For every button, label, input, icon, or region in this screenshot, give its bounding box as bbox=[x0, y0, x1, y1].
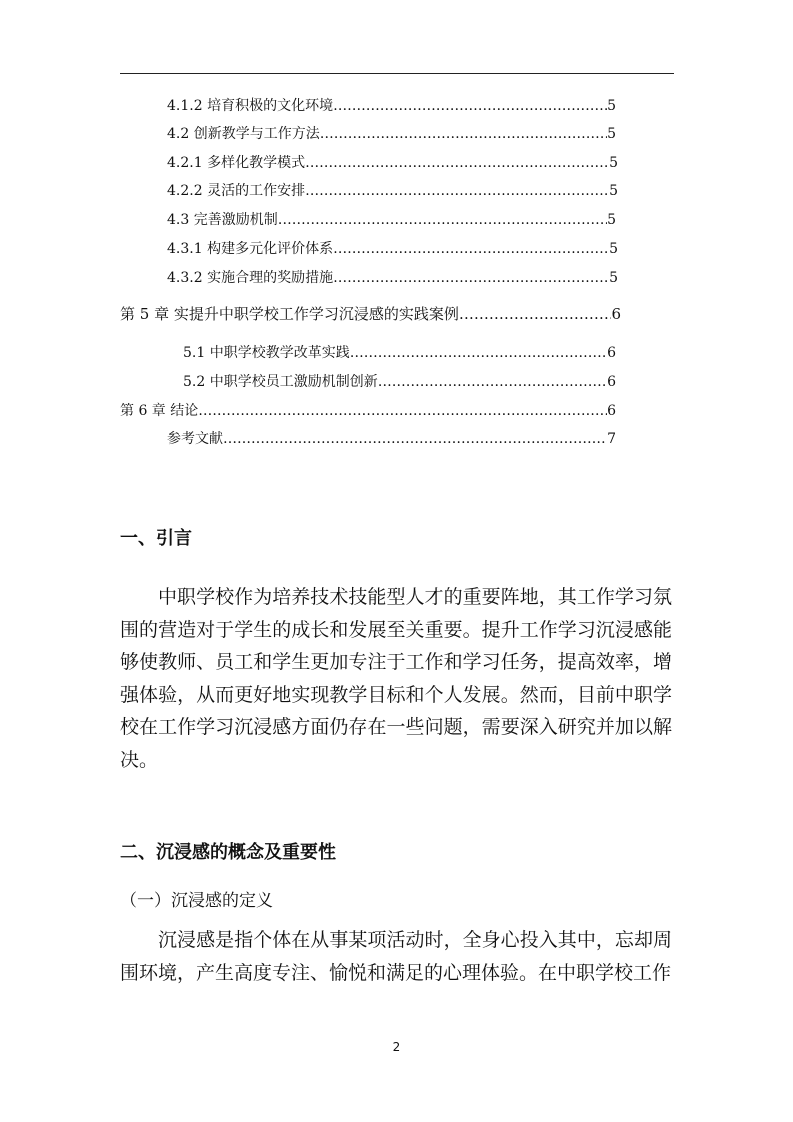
toc-entry-title: 第 5 章 实提升中职学校工作学习沉浸感的实践案例 bbox=[120, 305, 459, 323]
toc-entry-page: 7 bbox=[607, 431, 616, 447]
body-paragraph: 中职学校作为培养技术技能型人才的重要阵地，其工作学习氛围的营造对于学生的成长和发展至关重要。提升工作学习沉浸感能够使教师、员工和学生更加专注于工作和学习任务，提高效率，增强体验，从而更好地实现教学目标和个人发展。然而，目前中职学校在工作学习沉浸感方面仍存在一些问题，需要深入研究并加以解决。 bbox=[120, 586, 672, 771]
header-rule bbox=[120, 73, 674, 74]
toc-entry-title: 4.2 创新教学与工作方法 bbox=[167, 126, 320, 142]
toc-entry[interactable] bbox=[167, 125, 616, 143]
toc-entry-title: 5.1 中职学校教学改革实践 bbox=[183, 345, 350, 361]
body-paragraph: 沉浸感是指个体在从事某项活动时，全身心投入其中，忘却周围环境，产生高度专注、愉悦和满足的心理体验。在中职学校工作 bbox=[120, 929, 672, 984]
toc-entry[interactable] bbox=[167, 182, 618, 200]
toc-entry-title: 4.3.2 实施合理的奖励措施 bbox=[167, 270, 334, 286]
toc-entry[interactable] bbox=[167, 97, 616, 115]
toc-entry-page: 5 bbox=[609, 155, 618, 171]
toc-entry-page: 6 bbox=[607, 345, 616, 361]
toc-entry-chapter[interactable] bbox=[120, 402, 616, 420]
toc-entry-page: 6 bbox=[607, 403, 616, 419]
toc-entry-page: 5 bbox=[607, 98, 616, 114]
toc-entry-page: 6 bbox=[611, 305, 621, 323]
toc-entry-title: 5.2 中职学校员工激励机制创新 bbox=[183, 374, 378, 390]
toc-entry-page: 5 bbox=[607, 212, 616, 228]
toc-entry[interactable] bbox=[167, 269, 618, 287]
toc-entry[interactable] bbox=[183, 344, 616, 362]
toc-entry[interactable] bbox=[167, 430, 616, 448]
toc-entry-title: 4.3 完善激励机制 bbox=[167, 212, 278, 228]
toc-entry[interactable] bbox=[167, 240, 618, 258]
toc-entry[interactable] bbox=[167, 211, 616, 229]
toc-entry-title: 参考文献 bbox=[167, 431, 223, 447]
toc-entry-title: 4.2.2 灵活的工作安排 bbox=[167, 183, 306, 199]
toc-entry-title: 第 6 章 结论 bbox=[120, 403, 199, 419]
toc-entry[interactable] bbox=[183, 373, 616, 391]
toc-entry-chapter[interactable] bbox=[120, 305, 621, 323]
toc-entry-page: 5 bbox=[609, 270, 618, 286]
toc-entry-title: 4.2.1 多样化教学模式 bbox=[167, 155, 306, 171]
toc-entry-page: 5 bbox=[609, 241, 618, 257]
toc-entry-page: 5 bbox=[607, 126, 616, 142]
section-heading: 二、沉浸感的概念及重要性 bbox=[120, 842, 336, 863]
section-heading: 一、引言 bbox=[120, 528, 192, 549]
toc-entry-page: 6 bbox=[607, 374, 616, 390]
toc-entry[interactable] bbox=[167, 154, 618, 172]
toc-entry-page: 5 bbox=[609, 183, 618, 199]
page-number: 2 bbox=[392, 1040, 401, 1054]
toc-entry-title: 4.1.2 培育积极的文化环境 bbox=[167, 98, 334, 114]
toc-entry-title: 4.3.1 构建多元化评价体系 bbox=[167, 241, 334, 257]
subsection-heading: （一）沉浸感的定义 bbox=[120, 891, 273, 911]
